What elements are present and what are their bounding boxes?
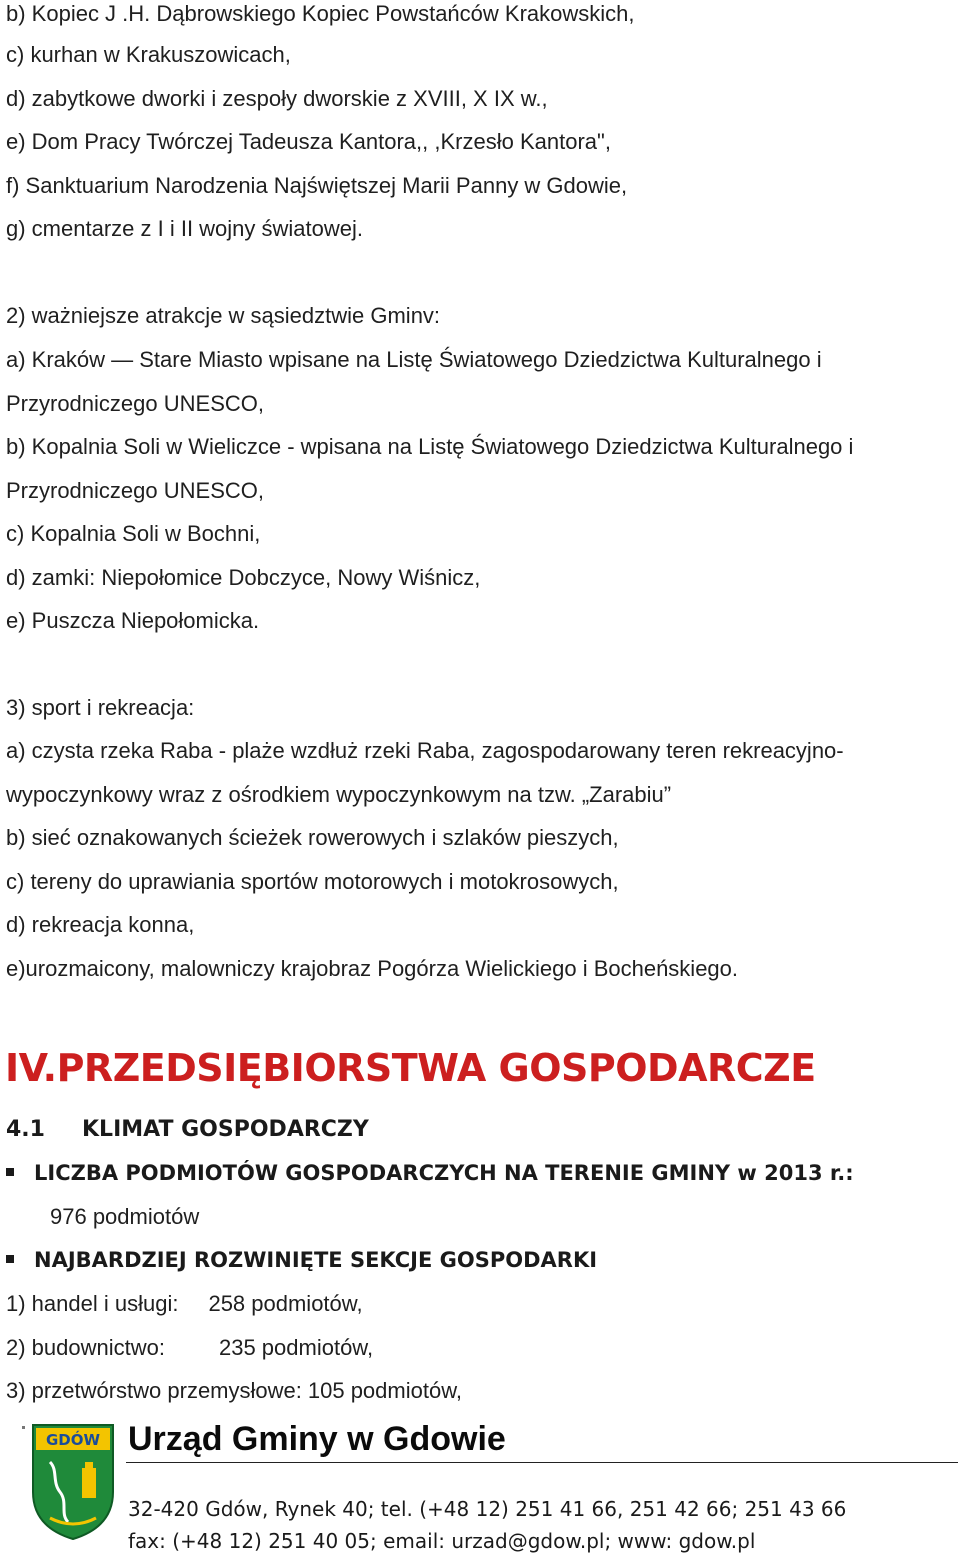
section-3-heading: 3) sport i rekreacja:	[6, 695, 195, 720]
list-item-b: b) Kopiec J .H. Dąbrowskiego Kopiec Powstańców Krakowskich,	[6, 1, 635, 26]
footer-address: 32-420 Gdów, Rynek 40; tel. (+48 12) 251 41 66, 251 42 66; 251 43 66	[128, 1497, 847, 1521]
footer-divider	[126, 1462, 958, 1463]
entities-count-value: 976 podmiotów	[50, 1204, 200, 1229]
sector-row-3	[6, 1377, 462, 1405]
sector-label: 1) handel i usługi:	[6, 1291, 179, 1316]
section-3-line-e: e)urozmaicony, malowniczy krajobraz Pogórza Wielickiego i Bocheńskiego.	[6, 956, 739, 981]
gdow-coat-of-arms-icon	[30, 1422, 116, 1542]
section-2-line-a-cont: Przyrodniczego UNESCO,	[6, 391, 264, 416]
list-item-g: g) cmentarze z I i II wojny światowej.	[6, 216, 364, 241]
section-2-line-c: c) Kopalnia Soli w Bochni,	[6, 521, 261, 546]
bullet-entities-count	[6, 1159, 854, 1187]
section-2-line-b-cont: Przyrodniczego UNESCO,	[6, 478, 264, 503]
decorative-dot	[22, 1426, 25, 1429]
list-item-d: d) zabytkowe dworki i zespoły dworskie z XVIII, X IX w.,	[6, 86, 548, 111]
bullet-top-sectors	[6, 1246, 597, 1274]
section-3-line-d: d) rekreacja konna,	[6, 912, 195, 937]
subsection-title: KLIMAT GOSPODARCZY	[82, 1117, 369, 1142]
chapter-title: IV.PRZEDSIĘBIORSTWA GOSPODARCZE	[5, 1046, 816, 1090]
logo-text: GDÓW	[45, 1431, 101, 1449]
section-3-line-b: b) sieć oznakowanych ścieżek rowerowych i szlaków pieszych,	[6, 825, 619, 850]
section-3-line-a: a) czysta rzeka Raba - plaże wzdłuż rzeki Raba, zagospodarowany teren rekreacyjno-	[6, 738, 844, 763]
list-item-c: c) kurhan w Krakuszowicach,	[6, 42, 291, 67]
subsection-number: 4.1	[6, 1117, 45, 1142]
square-bullet-icon	[6, 1255, 14, 1263]
section-2-line-a: a) Kraków — Stare Miasto wpisane na Listę Światowego Dziedzictwa Kulturalnego i	[6, 347, 822, 372]
sector-label: 2) budownictwo:	[6, 1335, 165, 1360]
footer-office-name: Urząd Gminy w Gdowie	[128, 1420, 506, 1458]
sector-label: 3) przetwórstwo przemysłowe:	[6, 1378, 302, 1403]
section-3-line-a-cont: wypoczynkowy wraz z ośrodkiem wypoczynkowym na tzw. „Zarabiu”	[6, 782, 672, 807]
section-3-line-c: c) tereny do uprawiania sportów motorowych i motokrosowych,	[6, 869, 619, 894]
bullet-top-sectors-label: NAJBARDZIEJ ROZWINIĘTE SEKCJE GOSPODARKI	[34, 1248, 598, 1272]
section-2-line-d: d) zamki: Niepołomice Dobczyce, Nowy Wiśnicz,	[6, 565, 481, 590]
sector-row-1	[6, 1290, 363, 1318]
sector-value: 258 podmiotów,	[208, 1291, 363, 1316]
section-2-line-b: b) Kopalnia Soli w Wieliczce - wpisana na Listę Światowego Dziedzictwa Kulturalnego i	[6, 434, 854, 459]
subsection-heading	[6, 1116, 369, 1144]
sector-value: 105 podmiotów,	[307, 1378, 462, 1403]
square-bullet-icon	[6, 1168, 14, 1176]
section-2-heading: 2) ważniejsze atrakcje w sąsiedztwie Gminv:	[6, 303, 441, 328]
bullet-entities-label: LICZBA PODMIOTÓW GOSPODARCZYCH NA TERENIE GMINY w 2013 r.:	[34, 1161, 854, 1185]
list-item-e: e) Dom Pracy Twórczej Tadeusza Kantora,, ,Krzesło Kantora",	[6, 129, 611, 154]
footer-contact-info: fax: (+48 12) 251 40 05; email: urzad@gdow.pl; www: gdow.pl	[128, 1529, 756, 1553]
list-item-f: f) Sanktuarium Narodzenia Najświętszej Marii Panny w Gdowie,	[6, 173, 628, 198]
sector-value: 235 podmiotów,	[218, 1335, 374, 1360]
sector-row-2	[6, 1334, 373, 1362]
section-2-line-e: e) Puszcza Niepołomicka.	[6, 608, 260, 633]
